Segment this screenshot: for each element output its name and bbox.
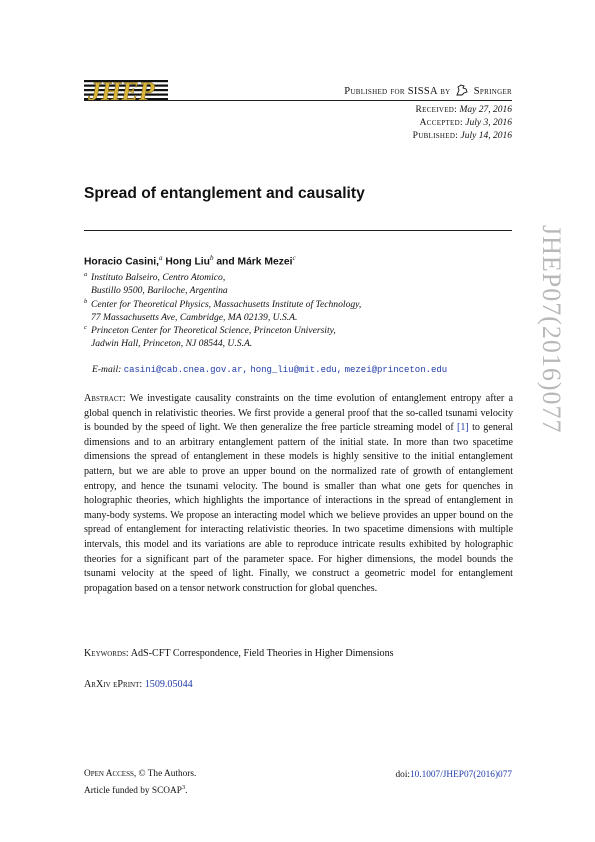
jhep-logo	[84, 76, 168, 106]
published-date: July 14, 2016	[460, 131, 512, 141]
affiliations	[84, 271, 361, 351]
copyright-text: © The Authors.	[138, 769, 197, 779]
citation-link[interactable]: [1]	[457, 422, 469, 434]
funded-text: Article funded by SCOAP	[84, 786, 182, 797]
email-link[interactable]: hong_liu@mit.edu,	[250, 365, 343, 375]
email-link[interactable]: mezei@princeton.edu	[344, 365, 448, 375]
abstract-text: We investigate causality constraints on the time evolution of entanglement entropy after a global quench in relativistic theories. We first provide a general proof that the so-called tsunami velocity is bounded by the speed of light. We then generalize the free particle streaming model of	[84, 393, 513, 434]
author-list: Horacio Casini,$^a$ Hong Liu$^b$ and Márk Mezei$^c$	[84, 254, 296, 268]
doi-link[interactable]: 10.1007/JHEP07(2016)077	[409, 770, 512, 780]
paper-title: Spread of entanglement and causality	[84, 185, 365, 202]
author: Horacio Casini,	[84, 256, 159, 268]
arxiv-eprint	[84, 679, 193, 690]
title-rule	[84, 230, 512, 231]
email-line	[92, 364, 447, 375]
received-row: Received: May 27, 2016	[415, 105, 512, 115]
published-row: Published: July 14, 2016	[412, 131, 512, 141]
svg-text:JHEP07(2016)077: JHEP07(2016)077	[537, 225, 566, 434]
affiliation: a Instituto Balseiro, Centro Atomico, Bustillo 9500, Bariloche, Argentina	[84, 271, 228, 297]
keywords-label: Keywords:	[84, 648, 129, 659]
keywords-text: AdS-CFT Correspondence, Field Theories in Higher Dimensions	[130, 648, 394, 659]
email-link[interactable]: casini@cab.cnea.gov.ar,	[123, 365, 248, 375]
publisher-name: Springer	[473, 86, 512, 97]
abstract-label: Abstract:	[84, 393, 126, 404]
abstract	[84, 392, 513, 596]
author: Hong Liu	[165, 256, 210, 268]
springer-horse-icon	[455, 84, 469, 96]
accepted-row: Accepted: July 3, 2016	[419, 118, 512, 128]
email-label: E-mail:	[92, 364, 122, 375]
publication-dates	[413, 104, 512, 143]
affiliation: c Princeton Center for Theoretical Science, Princeton University, Jadwin Hall, Princeton, NJ 08544, U.S.A.	[84, 324, 336, 350]
arxiv-label: ArXiv ePrint:	[84, 679, 143, 690]
affiliation: b Center for Theoretical Physics, Massachusetts Institute of Technology, 77 Massachusetts Ave, Cambridge, MA 02139, U.S.A.	[84, 297, 362, 323]
published-for-line	[344, 84, 512, 97]
journal-sidebar-id	[527, 223, 579, 523]
header-rule	[84, 100, 512, 101]
published-for-text: Published for SISSA by	[344, 86, 451, 97]
footer-license: Open Access, © The Authors. Article funded by SCOAP$^3$.	[84, 769, 197, 797]
abstract-text: to general dimensions and to an arbitrary entanglement pattern of the initial state. In more than two spacetime dimensions the spread of entanglement in these models is highly sensitive to the initial entanglement pattern, but we are able to prove an upper bound on the normalized rate of growth of entanglement entropy, and hence the tsunami velocity. The bound is smaller than what one gets for quenches in holographic theories, which highlights the importance of interactions in the spread of entanglement in many-body systems. We propose an interacting model which we believe provides an upper bound on the spread of entanglement for interacting relativistic theories. In two spacetime dimensions with multiple intervals, this model and its variations are able to reproduce intricate results exhibited by holographic theories for a significant part of the parameter space. For higher dimensions, the model bounds the tsunami velocity at the speed of light. Finally, we construct a geometric model for entanglement propagation based on a tensor network construction for global quenches.	[84, 422, 513, 594]
author: and Márk Mezei	[216, 256, 293, 268]
svg-text:JHEP: JHEP	[88, 77, 155, 106]
received-date: May 27, 2016	[459, 105, 512, 115]
doi-label: doi:	[395, 770, 410, 780]
accepted-date: July 3, 2016	[465, 118, 512, 128]
open-access-label: Open Access,	[84, 769, 137, 779]
arxiv-link[interactable]: 1509.05044	[144, 679, 193, 690]
doi-line	[396, 770, 512, 780]
keywords	[84, 648, 394, 659]
